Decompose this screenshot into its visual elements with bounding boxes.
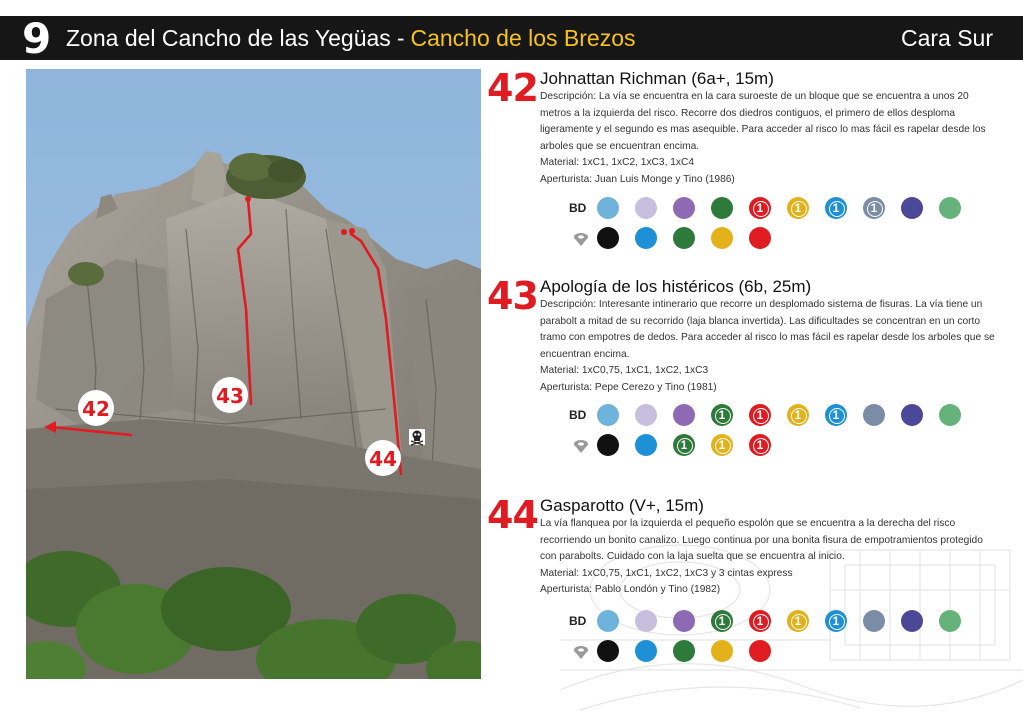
route-number: 44 [487, 493, 538, 537]
bd-cam-size-7 [825, 610, 847, 632]
cam-count: 1 [756, 438, 764, 452]
cam-count: 1 [832, 408, 840, 422]
route-number: 43 [487, 274, 538, 318]
sector-title: Cancho de los Brezos [410, 25, 636, 51]
alien-cam-size-2 [635, 640, 657, 662]
photo-label-44 [365, 440, 401, 476]
page-header [0, 14, 1023, 63]
bd-label: BD [569, 614, 587, 628]
bd-cam-size-6 [787, 404, 809, 426]
bd-cam-size-9 [901, 404, 923, 426]
cam-count: 1 [756, 201, 764, 215]
alien-cam-size-4 [711, 227, 733, 249]
bd-cam-rack [569, 404, 989, 428]
bd-cam-size-8 [863, 404, 885, 426]
cam-count: 1 [832, 201, 840, 215]
alien-cam-rack [569, 434, 989, 458]
alien-cam-size-1 [597, 227, 619, 249]
title-separator: - [396, 25, 405, 51]
photo-label-43 [212, 377, 248, 413]
svg-text:43: 43 [216, 384, 244, 408]
cam-count: 1 [870, 201, 878, 215]
cam-count: 1 [794, 201, 802, 215]
bd-label: BD [569, 201, 587, 215]
alien-cam-size-1 [597, 434, 619, 456]
cam-count: 1 [794, 614, 802, 628]
route-number: 42 [487, 66, 538, 110]
bd-cam-size-10 [939, 404, 961, 426]
bd-cam-size-10 [939, 610, 961, 632]
alien-cam-rack [569, 227, 989, 251]
bd-cam-size-8 [863, 197, 885, 219]
page-title [66, 25, 636, 52]
bd-cam-size-4 [711, 404, 733, 426]
alien-cam-size-4 [711, 434, 733, 456]
bd-cam-size-2 [635, 197, 657, 219]
route-description: Descripción: La vía se encuentra en la cara suroeste de un bloque que se encuentra a unos 20 metros a la izquierda del risco. Recorre dos diedros contiguos, el primero de ellos desploma ligeramente y el segundo es mas asequible. Para acceder al risco lo mas fácil es rapelar desde los arboles que se encuentran encima. [540, 91, 986, 152]
bd-cam-size-1 [597, 197, 619, 219]
cam-count: 1 [794, 408, 802, 422]
face-label: Cara Sur [900, 25, 993, 51]
alien-cam-size-2 [635, 227, 657, 249]
alien-cam-size-5 [749, 434, 771, 456]
route-opener: Aperturista: Pablo Londón y Tino (1982) [540, 584, 721, 595]
route-description: La vía flanquea por la izquierda el pequeño espolón que se encuentra a la derecha del risco recorriendo un bonito canalizo. Luego continua por una bonita fisura de empotramientos protegido con parabolts. Cuidado con la laja suelta que se encuentra al inicio. [540, 518, 983, 562]
bd-cam-size-5 [749, 404, 771, 426]
alien-cam-icon [573, 438, 589, 454]
zone-title: Zona del Cancho de las Yegüas [66, 25, 391, 51]
alien-cam-size-5 [749, 640, 771, 662]
cam-count: 1 [756, 408, 764, 422]
bd-cam-size-3 [673, 197, 695, 219]
alien-cam-size-5 [749, 227, 771, 249]
route-title: Gasparotto (V+, 15m) [540, 496, 704, 515]
bd-cam-size-3 [673, 404, 695, 426]
svg-text:44: 44 [369, 447, 397, 471]
route-title: Apología de los histéricos (6b, 25m) [540, 277, 812, 296]
bd-cam-rack [569, 610, 989, 634]
bd-cam-rack [569, 197, 989, 221]
bd-cam-size-5 [749, 197, 771, 219]
crag-photo [26, 69, 481, 679]
cam-count: 1 [832, 614, 840, 628]
bd-cam-size-9 [901, 197, 923, 219]
bd-cam-size-2 [635, 404, 657, 426]
route-material: Material: 1xC0,75, 1xC1, 1xC2, 1xC3 y 3 cintas express [540, 567, 793, 579]
bd-cam-size-5 [749, 610, 771, 632]
alien-cam-size-3 [673, 227, 695, 249]
bd-cam-size-6 [787, 197, 809, 219]
bd-cam-size-1 [597, 610, 619, 632]
route-opener: Aperturista: Pepe Cerezo y Tino (1981) [540, 381, 717, 393]
bd-cam-size-4 [711, 610, 733, 632]
bd-label: BD [569, 408, 587, 422]
cam-count: 1 [718, 438, 726, 452]
svg-text:42: 42 [82, 397, 110, 421]
bd-cam-size-6 [787, 610, 809, 632]
route-opener: Aperturista: Juan Luis Monge y Tino (1986) [540, 173, 735, 185]
route-title: Johnattan Richman (6a+, 15m) [540, 69, 774, 88]
bd-cam-size-8 [863, 610, 885, 632]
route-description: Descripción: Interesante intinerario que recorre un desplomado sistema de fisuras. La vía tiene un parabolt a mitad de su recorrido (laja blanca invertida). Las dificultades se concentran en un corto tramo con empotres de dedos. Para acceder al risco lo mas fácil es rapelar desde los arboles que se encuentran encima. [540, 299, 995, 360]
bd-cam-size-10 [939, 197, 961, 219]
cam-count: 1 [680, 438, 688, 452]
bd-cam-size-7 [825, 197, 847, 219]
alien-cam-size-1 [597, 640, 619, 662]
alien-cam-size-2 [635, 434, 657, 456]
cam-count: 1 [718, 614, 726, 628]
bd-cam-size-9 [901, 610, 923, 632]
bd-cam-size-1 [597, 404, 619, 426]
cam-count: 1 [718, 408, 726, 422]
bd-cam-size-3 [673, 610, 695, 632]
bd-cam-size-2 [635, 610, 657, 632]
route-material: Material: 1xC1, 1xC2, 1xC3, 1xC4 [540, 157, 695, 168]
cam-count: 1 [756, 614, 764, 628]
zone-number: 9 [22, 14, 52, 63]
bd-cam-size-4 [711, 197, 733, 219]
alien-cam-icon [573, 644, 589, 660]
alien-cam-size-3 [673, 434, 695, 456]
bd-cam-size-7 [825, 404, 847, 426]
route-material: Material: 1xC0,75, 1xC1, 1xC2, 1xC3 [540, 365, 709, 376]
alien-cam-size-3 [673, 640, 695, 662]
alien-cam-size-4 [711, 640, 733, 662]
alien-cam-icon [573, 231, 589, 247]
photo-label-42 [78, 390, 114, 426]
alien-cam-rack [569, 640, 989, 664]
